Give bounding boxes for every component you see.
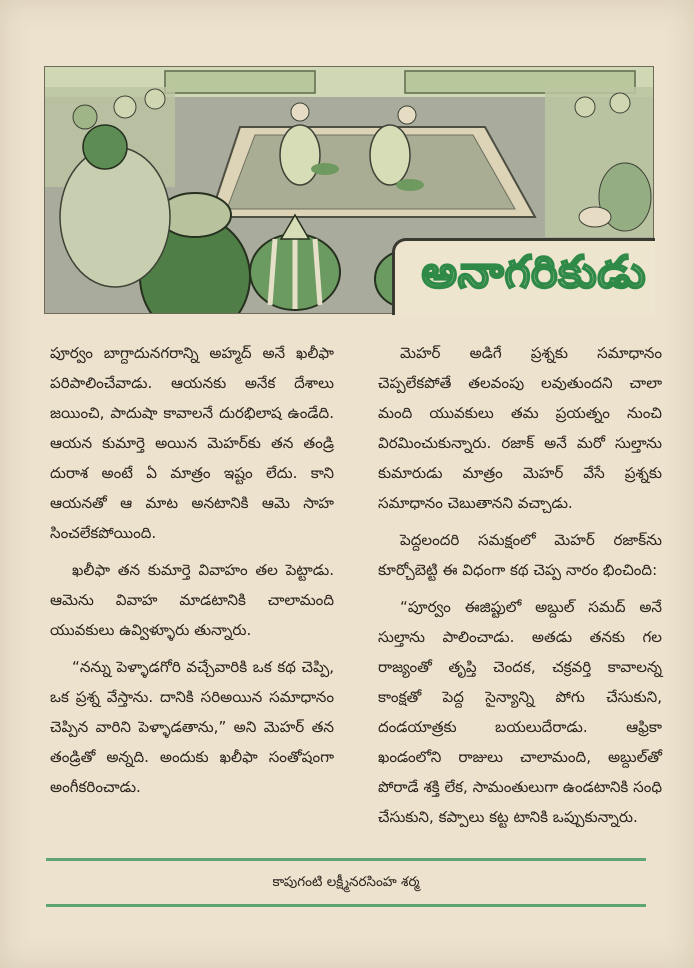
- left-column: [50, 338, 334, 848]
- paragraph: మెహర్ అడిగే ప్రశ్నకు సమాధానం చెప్పలేకపోతే తలవంపు లవుతుందని చాలా మంది యువకులు తమ ప్రయత్నం నుంచి విరమించుకున్నారు. రజాక్ అనే మరో సుల్తాను కుమారుడు మాత్రం మెహర్ వేసే ప్రశ్నకు సమాధానం చెబుతానని వచ్చాడు.: [378, 344, 662, 512]
- paragraph: పూర్వం బాగ్దాదునగరాన్ని అహ్మద్ అనే ఖలీఫా పరిపాలించేవాడు. ఆయనకు అనేక దేశాలు జయించి, పాదుషా కావాలనే దురభిలాష ఉండేది. ఆయన కుమార్తె అయిన మెహర్‌కు తన తండ్రి దురాశ అంటే ఏ మాత్రం ఇష్టం లేదు. కాని ఆయనతో ఆ మాట అనటానికి ఆమె సాహ సించలేకపోయింది.: [50, 344, 334, 542]
- divider-top: [46, 858, 646, 861]
- title-box: [392, 238, 655, 315]
- divider-bottom: [46, 904, 646, 907]
- paragraph: ఖలీఫా తన కుమార్తె వివాహం తల పెట్టాడు. ఆమెను వివాహ మాడటానికి చాలామంది యువకులు ఉవ్విళ్ళూరు తున్నారు.: [50, 561, 334, 639]
- author-credit: కాపుగంటి లక్ష్మీనరసింహ శర్మ: [272, 874, 420, 890]
- story-body: [50, 338, 662, 848]
- story-title: అనాగరికుడు: [421, 247, 647, 298]
- right-column: [378, 338, 662, 848]
- paragraph: “నన్ను పెళ్ళాడగోరి వచ్చేవారికి ఒక కథ చెప్పి, ఒక ప్రశ్న వేస్తాను. దానికి సరిఅయిన సమాధానం చెప్పిన వారిని పెళ్ళాడతాను,” అని మెహర్ తన తండ్రితో అన్నది. అందుకు ఖలీఫా సంతోషంగా అంగీకరించాడు.: [50, 658, 334, 796]
- paragraph: “పూర్వం ఈజిప్టులో అబ్దుల్ సమద్ అనే సుల్తాను పాలించాడు. అతడు తనకు గల రాజ్యంతో తృప్తి చెందక, చక్రవర్తి కావాలన్న కాంక్షతో పెద్ద సైన్యాన్ని పోగు చేసుకుని, దండయాత్రకు బయలుదేరాడు. ఆఫ్రికా ఖండంలోని రాజులు చాలామంది, అబ్దుల్‌తో పోరాడే శక్తి లేక, సామంతులుగా ఉండటానికి సంధి చేసుకుని, కప్పాలు కట్ట టానికి ఒప్పుకున్నారు.: [378, 598, 663, 826]
- paragraph: పెద్దలందరి సమక్షంలో మెహర్ రజాక్‌ను కూర్చోబెట్టి ఈ విధంగా కథ చెప్ప నారం భించింది:: [378, 531, 662, 579]
